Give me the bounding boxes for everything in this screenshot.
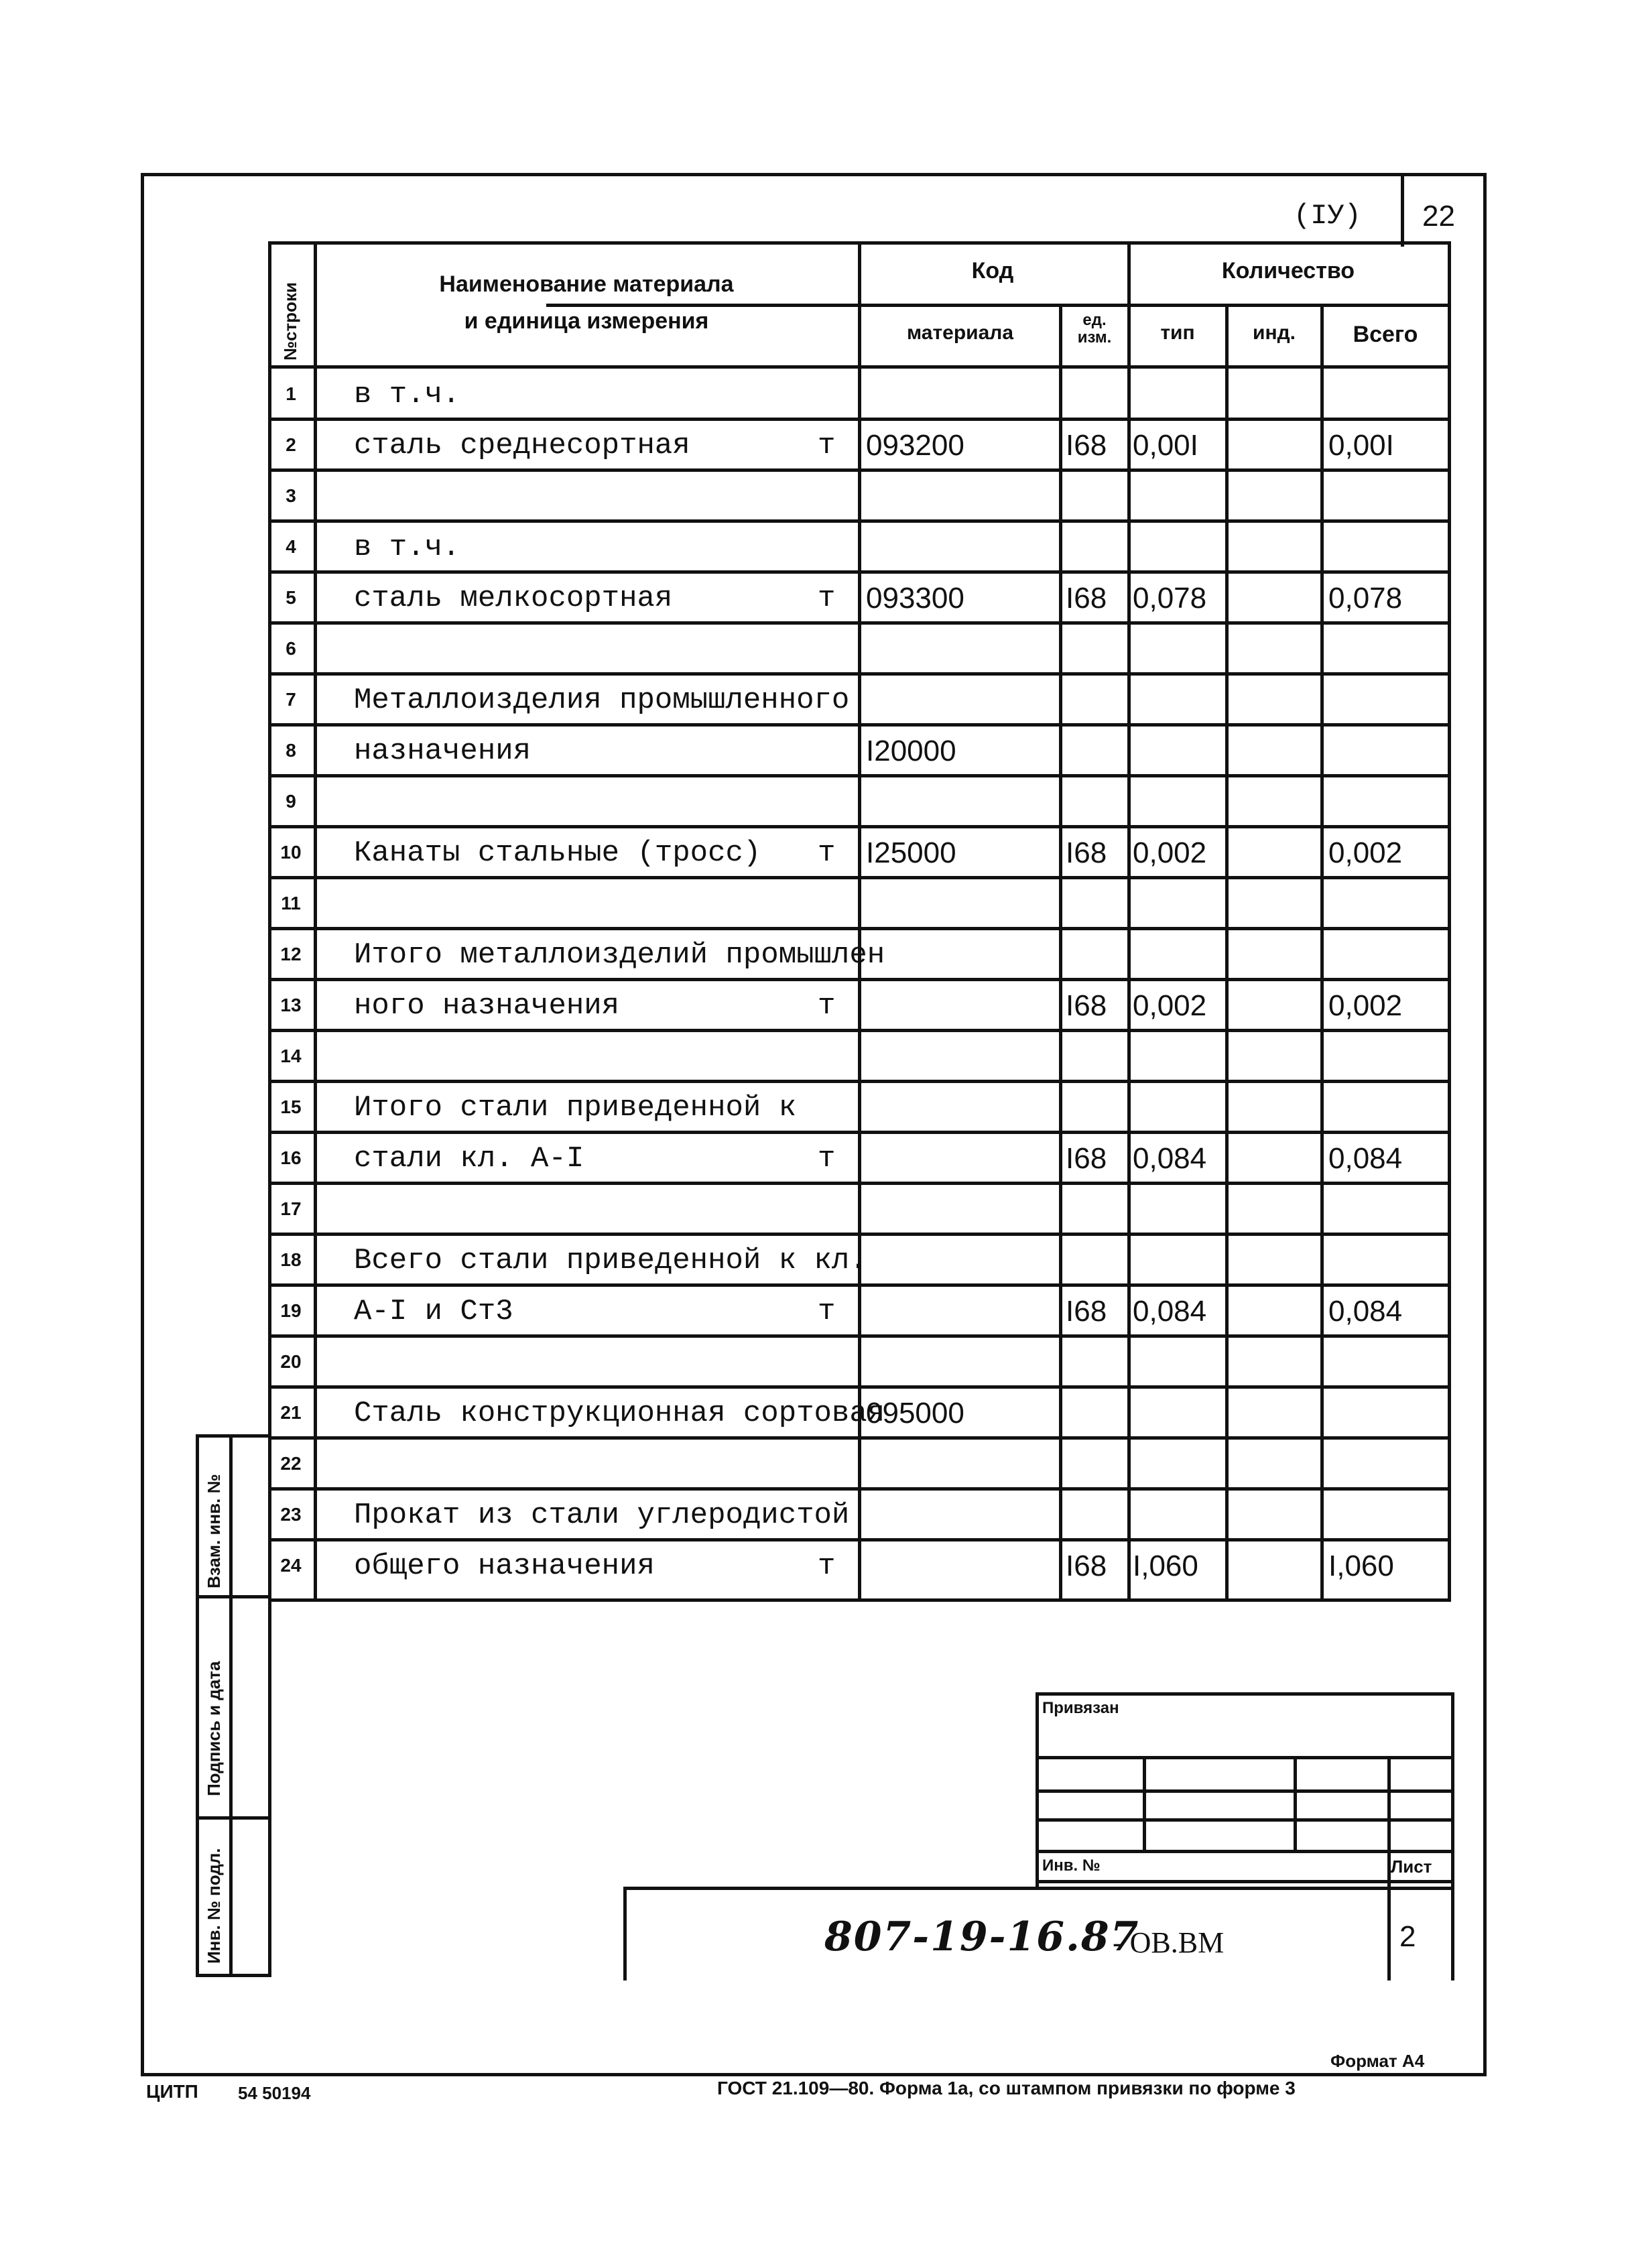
header-name-line1: Наименование материала xyxy=(439,271,734,297)
table-row xyxy=(268,623,1451,674)
row-number: 16 xyxy=(280,1147,302,1168)
header-row-no: №строки xyxy=(280,282,300,361)
qty-type: 0,002 xyxy=(1133,989,1207,1022)
privyazan-label: Привязан xyxy=(1042,1699,1119,1717)
material-name: Металлоизделия промышленного xyxy=(354,684,850,717)
row-number: 17 xyxy=(280,1198,302,1219)
unit-code: I68 xyxy=(1066,582,1107,615)
material-name: назначения xyxy=(354,735,531,768)
material-name: Всего стали приведенной к кл. xyxy=(354,1244,867,1277)
material-name: Итого стали приведенной к xyxy=(354,1091,797,1125)
row-number: 2 xyxy=(286,434,296,455)
qty-total: 0,002 xyxy=(1328,989,1403,1022)
material-name: Канаты стальные (тросс) xyxy=(354,836,761,870)
header-code-material: материала xyxy=(906,322,1014,344)
material-name: сталь среднесортная xyxy=(354,429,690,462)
table-row xyxy=(268,1133,1451,1184)
row-number: 6 xyxy=(286,638,296,659)
material-table xyxy=(268,241,1451,1602)
row-number: 14 xyxy=(280,1046,302,1066)
footer-left-num: 54 50194 xyxy=(238,2083,311,2103)
table-row xyxy=(268,1184,1451,1235)
material-name: ного назначения xyxy=(354,989,620,1023)
qty-type: 0,084 xyxy=(1133,1142,1207,1175)
material-name: Сталь конструкционная сортовая xyxy=(354,1397,885,1430)
table-row xyxy=(268,1387,1451,1438)
list-label: Лист xyxy=(1391,1856,1432,1877)
row-number: 23 xyxy=(280,1504,302,1525)
row-number: 4 xyxy=(286,536,296,557)
material-name: А-I и Ст3 xyxy=(354,1295,513,1328)
side-stamp xyxy=(196,1434,271,1977)
material-name: Итого металлоизделий промышлен xyxy=(354,938,885,972)
footer-right: ГОСТ 21.109—80. Форма 1а, со штампом привязки по форме 3 xyxy=(717,2078,1296,2098)
row-number: 22 xyxy=(280,1453,302,1474)
row-number: 11 xyxy=(281,893,301,914)
unit-label: т xyxy=(818,1550,836,1583)
row-number: 3 xyxy=(286,485,296,506)
unit-code: I68 xyxy=(1066,836,1107,869)
sheet-box-divider xyxy=(1401,173,1404,247)
material-code: 095000 xyxy=(866,1397,964,1430)
table-row xyxy=(268,980,1451,1031)
unit-code: I68 xyxy=(1066,429,1107,462)
table-row xyxy=(268,929,1451,980)
side-podpis-label: Подпись и дата xyxy=(204,1661,224,1796)
table-row xyxy=(268,776,1451,827)
table-row xyxy=(268,1489,1451,1540)
qty-total: 0,084 xyxy=(1328,1142,1403,1175)
qty-type: 0,00I xyxy=(1133,429,1198,462)
table-row xyxy=(268,1285,1451,1336)
unit-label: т xyxy=(818,429,836,462)
material-name: Прокат из стали углеродистой xyxy=(354,1499,850,1532)
footer-left: ЦИТП xyxy=(146,2081,198,2102)
material-code: I25000 xyxy=(866,836,956,869)
material-name: общего назначения xyxy=(354,1550,655,1583)
unit-label: т xyxy=(818,989,836,1023)
header-name-line2: и единица измерения xyxy=(464,308,709,334)
row-number: 5 xyxy=(286,587,296,608)
unit-label: т xyxy=(818,836,836,870)
header-qty-type: тип xyxy=(1160,322,1195,344)
table-row xyxy=(268,1336,1451,1387)
qty-type: 0,078 xyxy=(1133,582,1207,615)
table-row xyxy=(268,1235,1451,1285)
unit-label: т xyxy=(818,1142,836,1176)
row-number: 20 xyxy=(280,1351,302,1372)
table-row xyxy=(268,674,1451,725)
unit-code: I68 xyxy=(1066,989,1107,1022)
table-row xyxy=(268,1082,1451,1133)
header-code: Код xyxy=(971,258,1014,284)
designation-block xyxy=(623,1887,1454,1980)
qty-total: 0,084 xyxy=(1328,1295,1403,1328)
binding-stamp xyxy=(1036,1692,1454,1890)
header-quantity: Количество xyxy=(1221,258,1355,284)
material-code: I20000 xyxy=(866,735,956,767)
side-vzam-label: Взам. инв. № xyxy=(204,1474,224,1588)
qty-type: 0,002 xyxy=(1133,836,1207,869)
row-number: 8 xyxy=(286,740,296,761)
header-qty-total: Всего xyxy=(1353,322,1418,347)
unit-code: I68 xyxy=(1066,1550,1107,1582)
qty-total: 0,00I xyxy=(1328,429,1394,462)
unit-code: I68 xyxy=(1066,1142,1107,1175)
sheet-mark: (IУ) xyxy=(1294,200,1361,232)
qty-type: 0,084 xyxy=(1133,1295,1207,1328)
material-name: сталь мелкосортная xyxy=(354,582,673,615)
table-row xyxy=(268,1031,1451,1082)
row-number: 15 xyxy=(280,1096,302,1117)
row-number: 21 xyxy=(280,1402,302,1423)
qty-total: 0,078 xyxy=(1328,582,1403,615)
header-qty-ind: инд. xyxy=(1253,322,1296,344)
row-number: 7 xyxy=(286,689,296,710)
qty-total: I,060 xyxy=(1328,1550,1394,1582)
row-number: 13 xyxy=(280,995,302,1015)
row-number: 10 xyxy=(280,842,302,863)
table-body xyxy=(268,369,1451,1602)
material-code: 093300 xyxy=(866,582,964,615)
designation-handwritten: 807-19-16.87 xyxy=(824,1913,1140,1960)
header-code-unit: ед. изм. xyxy=(1077,311,1112,346)
table-row xyxy=(268,420,1451,470)
material-name: в т.ч. xyxy=(354,531,460,564)
table-row xyxy=(268,470,1451,521)
qty-type: I,060 xyxy=(1133,1550,1198,1582)
table-row xyxy=(268,1438,1451,1489)
row-number: 18 xyxy=(280,1249,302,1270)
unit-code: I68 xyxy=(1066,1295,1107,1328)
material-name: в т.ч. xyxy=(354,378,460,412)
format-label: Формат А4 xyxy=(1330,2051,1425,2071)
qty-total: 0,002 xyxy=(1328,836,1403,869)
table-row xyxy=(268,827,1451,878)
table-row xyxy=(268,1540,1451,1591)
material-code: 093200 xyxy=(866,429,964,462)
side-inv-podl-label: Инв. № подл. xyxy=(204,1848,224,1964)
row-number: 19 xyxy=(280,1300,302,1321)
sheet-number: 22 xyxy=(1422,200,1455,233)
unit-label: т xyxy=(818,1295,836,1328)
row-number: 12 xyxy=(280,944,302,964)
table-row xyxy=(268,878,1451,929)
row-number: 9 xyxy=(286,791,296,812)
unit-label: т xyxy=(818,582,836,615)
inv-no-label: Инв. № xyxy=(1042,1856,1101,1875)
row-number: 24 xyxy=(280,1555,302,1576)
table-row xyxy=(268,369,1451,420)
row-number: 1 xyxy=(286,383,296,404)
table-row xyxy=(268,572,1451,623)
list-value: 2 xyxy=(1399,1920,1416,1953)
designation-suffix: - ОВ.ВМ xyxy=(1113,1926,1225,1959)
table-row xyxy=(268,725,1451,776)
material-name: стали кл. А-I xyxy=(354,1142,584,1176)
table-row xyxy=(268,521,1451,572)
